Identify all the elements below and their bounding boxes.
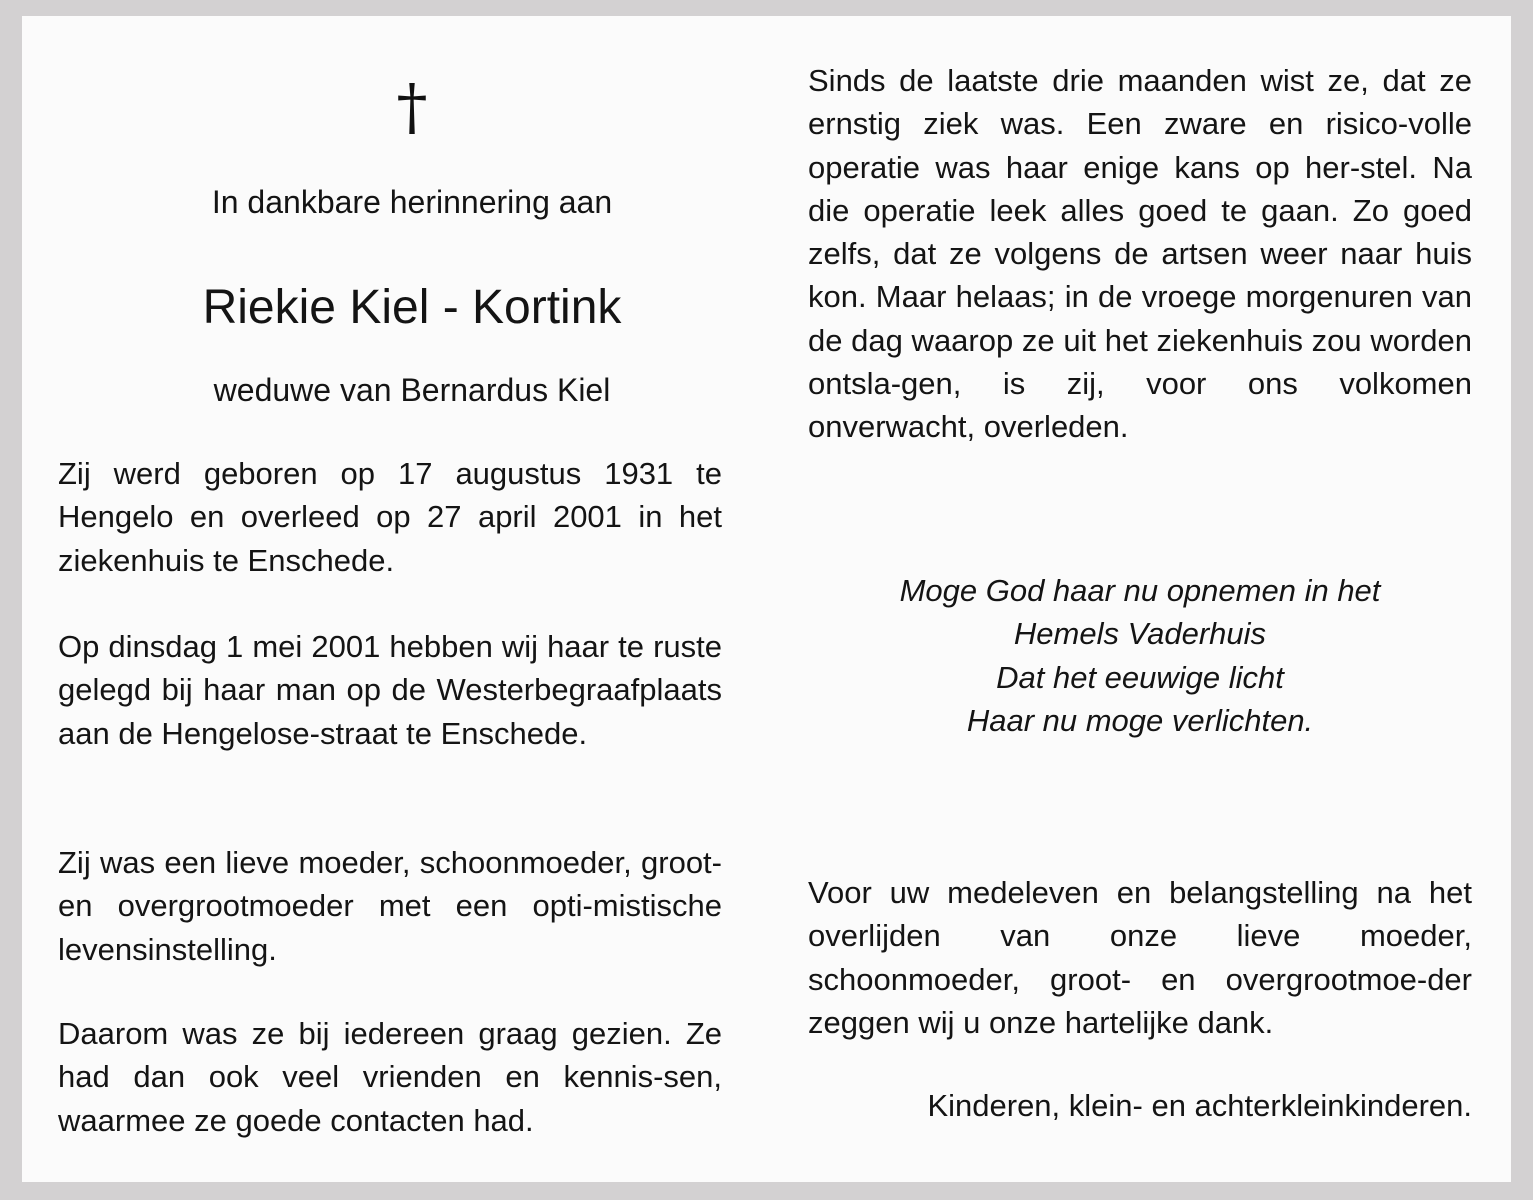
intro-line: In dankbare herinnering aan <box>211 184 613 220</box>
poem-line: Moge God haar nu opnemen in het <box>899 573 1381 608</box>
signature-line: Kinderen, klein- en achterkleinkinderen. <box>927 1088 1472 1123</box>
cross-icon: † <box>396 70 428 143</box>
illness-paragraph: Sinds de laatste drie maanden wist ze, dat ze ernstig ziek was. Een zware en risico-volle operatie was haar enige kans op her-stel. Na die operatie leek alles goed te gaan. Zo goed zelfs, dat ze volgens de artsen weer naar huis kon. Maar helaas; in de vroege morgenuren van de dag waarop ze uit het ziekenhuis zou worden ontsla-gen, is zij, voor ons volkomen onverwacht, overleden. <box>808 63 1472 445</box>
deceased-name: Riekie Kiel - Kortink <box>202 281 622 334</box>
character-paragraph: Zij was een lieve moeder, schoonmoeder, groot- en overgrootmoeder met een opti-mistische levensinstelling. <box>58 845 722 967</box>
poem-line: Hemels Vaderhuis <box>1013 616 1267 652</box>
thanks-paragraph: Voor uw medeleven en belangstelling na het overlijden van onze lieve moeder, schoonmoeder, groot- en overgrootmoe-der zeggen wij u onze hartelijke dank. <box>808 875 1472 1040</box>
friends-paragraph: Daarom was ze bij iedereen graag gezien. Ze had dan ook veel vrienden en kennis-sen, waarmee ze goede contacten had. <box>58 1016 722 1138</box>
memorial-card <box>22 16 1511 1182</box>
widow-line: weduwe van Bernardus Kiel <box>213 372 611 408</box>
poem-line: Dat het eeuwige licht <box>996 659 1284 695</box>
prayer-poem <box>808 569 1472 742</box>
burial-paragraph: Op dinsdag 1 mei 2001 hebben wij haar te ruste gelegd bij haar man op de Westerbegraafplaats aan de Hengelose-straat te Enschede. <box>58 629 722 751</box>
poem-line: Haar nu moge verlichten. <box>966 702 1314 738</box>
birth-death-paragraph: Zij werd geboren op 17 augustus 1931 te Hengelo en overleed op 27 april 2001 in het ziekenhuis te Enschede. <box>58 456 722 578</box>
